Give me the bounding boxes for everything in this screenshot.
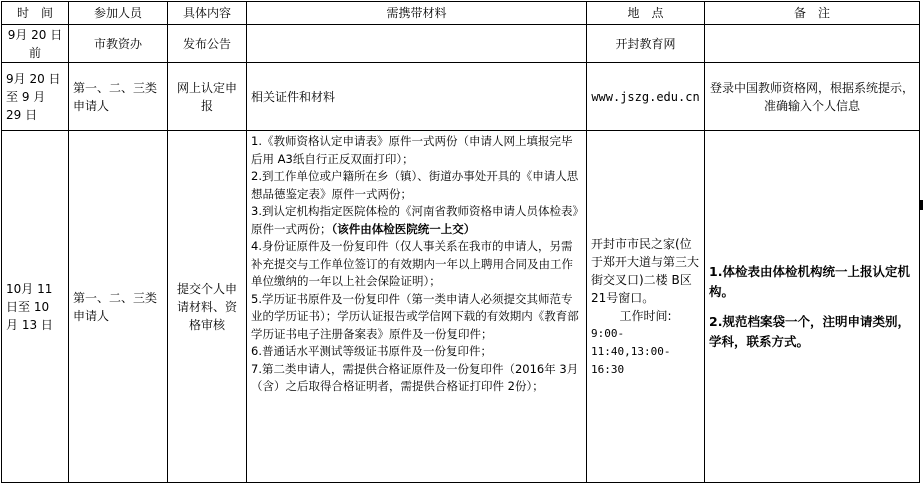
list-item: 5.学历证书原件及一份复印件（第一类申请人必须提交其师范专业的学历证书）；学历认证报告或学信网下载的有效期内《教育部学历证书电子注册备案表》原件及一份复印件； xyxy=(251,291,579,341)
page-edge-marker xyxy=(920,200,923,210)
header-location: 地 点 xyxy=(587,2,705,25)
location-hours: 9:00-11:40,13:00-16:30 xyxy=(591,326,671,376)
row2-materials: 相关证件和材料 xyxy=(247,63,587,131)
materials-bold-note: （该件由体检医院统一上交） xyxy=(331,221,476,236)
remark-item-1: 1.体检表由体检机构统一上报认定机构。 xyxy=(709,263,910,299)
header-row xyxy=(2,2,920,25)
list-item: 2.到工作单位或户籍所在乡（镇）、街道办事处开具的《申请人思想品德鉴定表》原件一式两份； xyxy=(251,169,579,201)
row1-materials xyxy=(247,25,587,63)
table-row xyxy=(2,25,920,63)
row3-materials xyxy=(247,131,587,483)
table-row xyxy=(2,63,920,131)
row2-remarks: 登录中国教师资格网，根据系统提示，准确输入个人信息 xyxy=(705,63,920,131)
list-item: 6.普通话水平测试等级证书原件及一份复印件； xyxy=(251,344,492,358)
row2-location: www.jszg.edu.cn xyxy=(587,63,705,131)
header-remarks: 备 注 xyxy=(705,2,920,25)
header-time: 时 间 xyxy=(2,2,69,25)
row1-time: 9月 20 日前 xyxy=(2,25,69,63)
header-participants: 参加人员 xyxy=(69,2,168,25)
row1-remarks xyxy=(705,25,920,63)
header-content: 具体内容 xyxy=(168,2,247,25)
row3-content: 提交个人申请材料、资格审核 xyxy=(168,131,247,483)
location-address: 开封市市民之家(位于郑开大道与第三大街交叉口)二楼 B区 21号窗口。 xyxy=(591,236,700,305)
list-item: 7.第二类申请人，需提供合格证原件及一份复印件（2016年 3月（含）之后取得合格证明者，需提供合格证打印件 2份）； xyxy=(251,361,579,393)
row3-location xyxy=(587,131,705,483)
row3-remarks xyxy=(705,131,920,483)
materials-list xyxy=(251,133,582,396)
row1-content: 发布公告 xyxy=(168,25,247,63)
row1-location: 开封教育网 xyxy=(587,25,705,63)
schedule-table xyxy=(1,1,920,483)
row3-time: 10月 11 日至 10 月 13 日 xyxy=(2,131,69,483)
table-row xyxy=(2,131,920,483)
materials-item-3-text: 3.到认定机构指定医院体检的《河南省教师资格申请人员体检表》原件一式两份； xyxy=(251,204,579,236)
location-hours-label: 工作时间: xyxy=(619,308,672,323)
list-item: 4.身份证原件及一份复印件（仅人事关系在我市的申请人，另需补充提交与工作单位签订的有效期内一年以上聘用合同及由工作单位缴纳的一年以上社会保险证明）； xyxy=(251,239,573,288)
row3-participants: 第一、二、三类申请人 xyxy=(69,131,168,483)
header-materials: 需携带材料 xyxy=(247,2,587,25)
list-item: 1.《教师资格认定申请表》原件一式两份（申请人网上填报完毕后用 A3纸自行正反双面打印）； xyxy=(251,134,573,166)
remark-item-2: 2.规范档案袋一个，注明申请类别，学科，联系方式。 xyxy=(709,313,910,349)
row2-participants: 第一、二、三类申请人 xyxy=(69,63,168,131)
row1-participants: 市教资办 xyxy=(69,25,168,63)
row2-content: 网上认定申报 xyxy=(168,63,247,131)
row2-time: 9月 20 日至 9 月 29 日 xyxy=(2,63,69,131)
list-item xyxy=(251,203,582,238)
